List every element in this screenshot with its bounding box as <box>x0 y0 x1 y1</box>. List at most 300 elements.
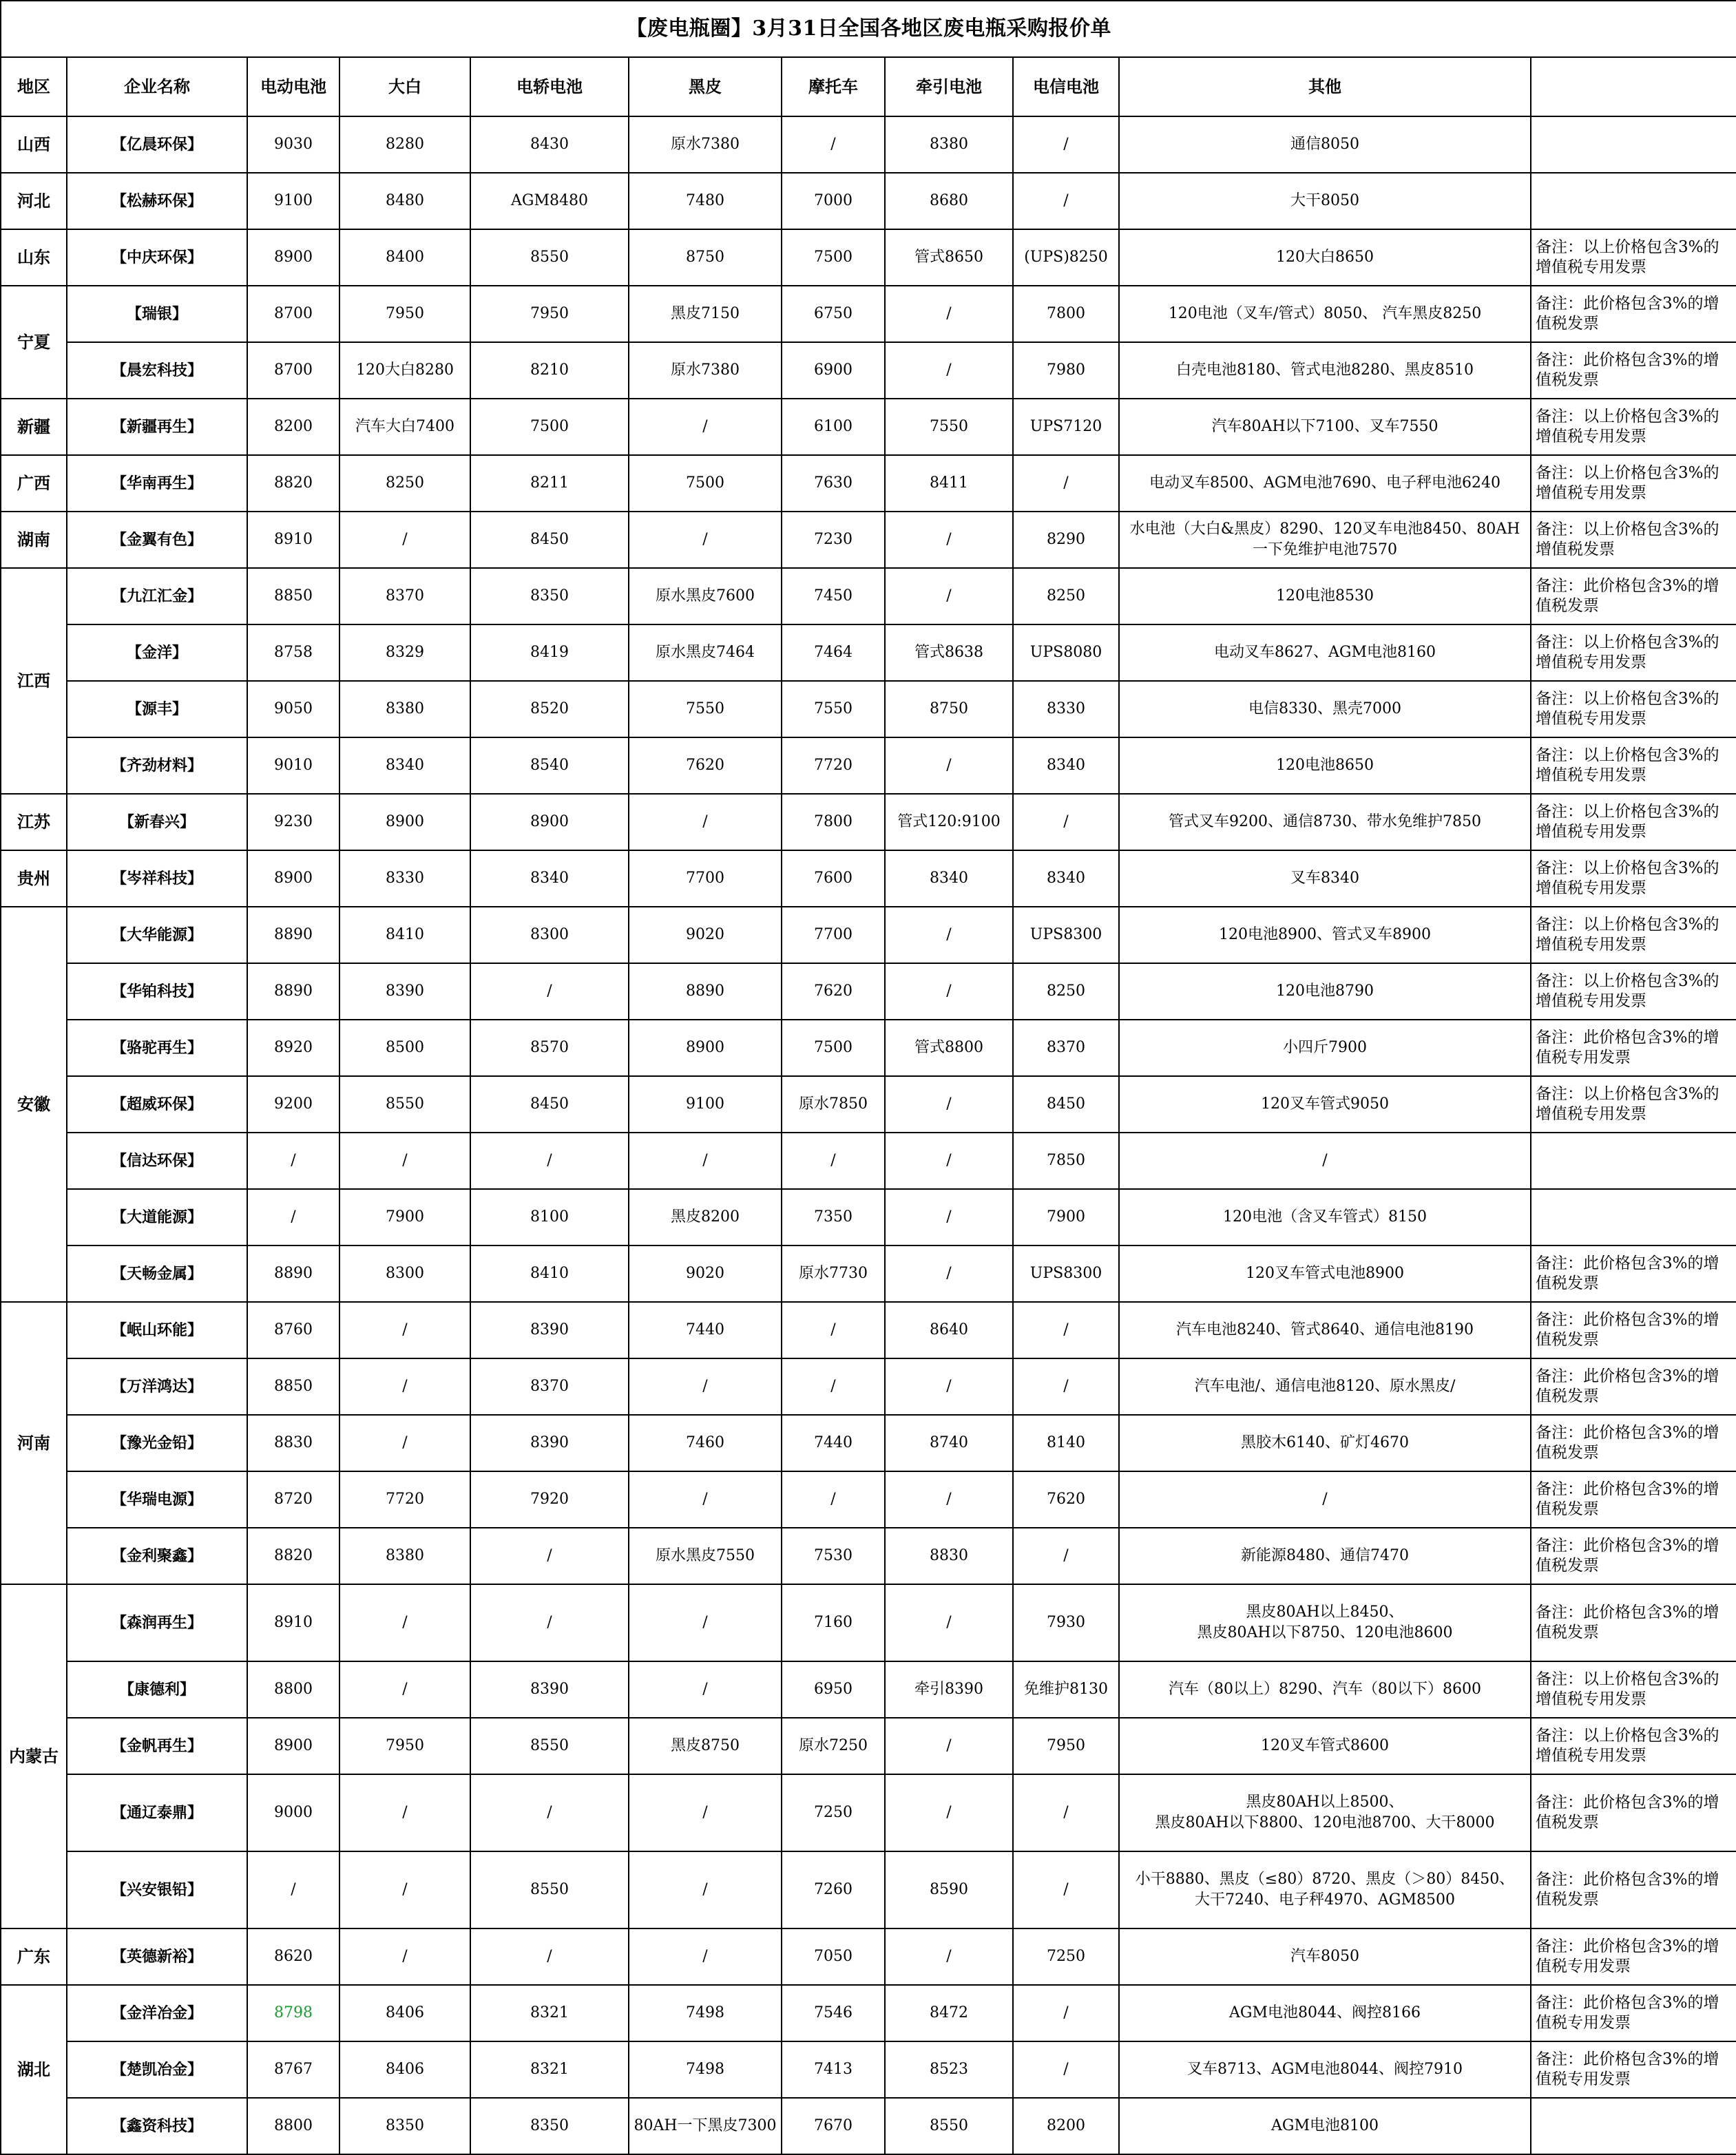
motorcycle-cell: 7700 <box>782 907 885 963</box>
region-cell: 广东 <box>1 1928 67 1985</box>
note-cell: 备注：以上价格包含3%的增值税专用发票 <box>1531 681 1736 737</box>
heipi-cell: 80AH一下黑皮7300 <box>629 2098 782 2154</box>
region-cell: 江苏 <box>1 794 67 850</box>
traction-cell: / <box>885 568 1013 624</box>
company-cell: 【金利聚鑫】 <box>67 1528 247 1584</box>
traction-cell: / <box>885 1245 1013 1302</box>
heipi-cell: 7440 <box>629 1302 782 1358</box>
company-cell: 【豫光金铅】 <box>67 1415 247 1471</box>
note-cell: 备注：此价格包含3%的增值税发票 <box>1531 1358 1736 1415</box>
telecom-cell: 7930 <box>1013 1584 1119 1661</box>
car-battery-cell: 8100 <box>470 1189 629 1245</box>
car-battery-cell: 8390 <box>470 1415 629 1471</box>
traction-cell: 管式8650 <box>885 229 1013 286</box>
car-battery-cell: 8550 <box>470 1718 629 1774</box>
car-battery-cell: 8900 <box>470 794 629 850</box>
car-battery-cell: 8410 <box>470 1245 629 1302</box>
ev-battery-cell: / <box>247 1189 339 1245</box>
note-cell: 备注：此价格包含3%的增值税专用发票 <box>1531 1928 1736 1985</box>
note-cell <box>1531 1189 1736 1245</box>
other-cell: 120电池8530 <box>1119 568 1531 624</box>
traction-cell: 8740 <box>885 1415 1013 1471</box>
car-battery-cell: AGM8480 <box>470 173 629 229</box>
ev-battery-cell: 8820 <box>247 1528 339 1584</box>
table-row <box>1 624 1736 681</box>
company-cell: 【晨宏科技】 <box>67 342 247 399</box>
telecom-cell: 8450 <box>1013 1076 1119 1133</box>
dabai-cell: 7950 <box>339 286 470 342</box>
other-cell: 电信8330、黑壳7000 <box>1119 681 1531 737</box>
dabai-cell: / <box>339 1415 470 1471</box>
region-cell: 新疆 <box>1 399 67 455</box>
heipi-cell: / <box>629 1928 782 1985</box>
motorcycle-cell: 7546 <box>782 1985 885 2041</box>
motorcycle-cell: 6100 <box>782 399 885 455</box>
company-cell: 【康德利】 <box>67 1661 247 1718</box>
other-cell: 小干8880、黑皮（≤80）8720、黑皮（＞80）8450、 大干7240、电子秤4970、AGM8500 <box>1119 1851 1531 1928</box>
motorcycle-cell: 7000 <box>782 173 885 229</box>
car-battery-cell: / <box>470 1928 629 1985</box>
other-cell: 汽车80AH以下7100、叉车7550 <box>1119 399 1531 455</box>
region-cell: 贵州 <box>1 850 67 907</box>
header-motorcycle: 摩托车 <box>782 57 885 116</box>
other-cell: 水电池（大白&黑皮）8290、120叉车电池8450、80AH一下免维护电池7570 <box>1119 512 1531 568</box>
region-cell: 河北 <box>1 173 67 229</box>
heipi-cell: / <box>629 1661 782 1718</box>
telecom-cell: / <box>1013 1528 1119 1584</box>
traction-cell: / <box>885 1584 1013 1661</box>
table-row <box>1 1528 1736 1584</box>
ev-battery-cell: 8800 <box>247 2098 339 2154</box>
heipi-cell: / <box>629 1471 782 1528</box>
region-cell: 安徽 <box>1 907 67 1302</box>
other-cell: 电动叉车8500、AGM电池7690、电子秤电池6240 <box>1119 455 1531 512</box>
region-cell: 江西 <box>1 568 67 794</box>
table-row <box>1 963 1736 1020</box>
telecom-cell: 8290 <box>1013 512 1119 568</box>
header-note <box>1531 57 1736 116</box>
dabai-cell: 8480 <box>339 173 470 229</box>
telecom-cell: UPS7120 <box>1013 399 1119 455</box>
car-battery-cell: 8300 <box>470 907 629 963</box>
car-battery-cell: 8450 <box>470 1076 629 1133</box>
company-cell: 【大道能源】 <box>67 1189 247 1245</box>
company-cell: 【兴安银铅】 <box>67 1851 247 1928</box>
ev-battery-cell: 8200 <box>247 399 339 455</box>
motorcycle-cell: 7630 <box>782 455 885 512</box>
other-cell: 120电池8790 <box>1119 963 1531 1020</box>
car-battery-cell: 8350 <box>470 568 629 624</box>
table-row <box>1 399 1736 455</box>
traction-cell: / <box>885 737 1013 794</box>
heipi-cell: 原水7380 <box>629 342 782 399</box>
dabai-cell: 8380 <box>339 681 470 737</box>
traction-cell: 8750 <box>885 681 1013 737</box>
car-battery-cell: 8340 <box>470 850 629 907</box>
motorcycle-cell: / <box>782 1358 885 1415</box>
heipi-cell: 9100 <box>629 1076 782 1133</box>
traction-cell: 牵引8390 <box>885 1661 1013 1718</box>
other-cell: 120大白8650 <box>1119 229 1531 286</box>
table-row <box>1 681 1736 737</box>
table-row <box>1 1985 1736 2041</box>
header-region: 地区 <box>1 57 67 116</box>
dabai-cell: / <box>339 1774 470 1851</box>
traction-cell: / <box>885 342 1013 399</box>
telecom-cell: 7800 <box>1013 286 1119 342</box>
note-cell <box>1531 1133 1736 1189</box>
telecom-cell: 7980 <box>1013 342 1119 399</box>
telecom-cell: 7250 <box>1013 1928 1119 1985</box>
traction-cell: / <box>885 1471 1013 1528</box>
company-cell: 【鑫资科技】 <box>67 2098 247 2154</box>
motorcycle-cell: 7800 <box>782 794 885 850</box>
other-cell: / <box>1119 1133 1531 1189</box>
traction-cell: / <box>885 1076 1013 1133</box>
note-cell: 备注：以上价格包含3%的增值税专用发票 <box>1531 737 1736 794</box>
ev-battery-cell: 8830 <box>247 1415 339 1471</box>
table-row <box>1 1245 1736 1302</box>
heipi-cell: / <box>629 399 782 455</box>
company-cell: 【岷山环能】 <box>67 1302 247 1358</box>
table-row <box>1 2041 1736 2098</box>
company-cell: 【中庆环保】 <box>67 229 247 286</box>
header-dabai: 大白 <box>339 57 470 116</box>
traction-cell: 管式120:9100 <box>885 794 1013 850</box>
company-cell: 【金翼有色】 <box>67 512 247 568</box>
traction-cell: / <box>885 286 1013 342</box>
table-row <box>1 1584 1736 1661</box>
note-cell: 备注：此价格包含3%的增值税发票 <box>1531 1528 1736 1584</box>
car-battery-cell: / <box>470 1584 629 1661</box>
ev-battery-cell: 9050 <box>247 681 339 737</box>
ev-battery-cell: 8900 <box>247 850 339 907</box>
car-battery-cell: 7950 <box>470 286 629 342</box>
traction-cell: / <box>885 1928 1013 1985</box>
motorcycle-cell: 7350 <box>782 1189 885 1245</box>
dabai-cell: 汽车大白7400 <box>339 399 470 455</box>
traction-cell: 管式8638 <box>885 624 1013 681</box>
telecom-cell: / <box>1013 2041 1119 2098</box>
heipi-cell: 黑皮8200 <box>629 1189 782 1245</box>
dabai-cell: 7900 <box>339 1189 470 1245</box>
other-cell: AGM电池8100 <box>1119 2098 1531 2154</box>
ev-battery-cell: 8910 <box>247 512 339 568</box>
telecom-cell: UPS8300 <box>1013 907 1119 963</box>
note-cell <box>1531 173 1736 229</box>
ev-battery-cell: 8890 <box>247 963 339 1020</box>
other-cell: 黑皮80AH以上8450、 黑皮80AH以下8750、120电池8600 <box>1119 1584 1531 1661</box>
company-cell: 【松赫环保】 <box>67 173 247 229</box>
dabai-cell: / <box>339 1358 470 1415</box>
traction-cell: / <box>885 963 1013 1020</box>
other-cell: 新能源8480、通信7470 <box>1119 1528 1531 1584</box>
car-battery-cell: 8430 <box>470 116 629 173</box>
heipi-cell: 黑皮7150 <box>629 286 782 342</box>
region-cell: 广西 <box>1 455 67 512</box>
motorcycle-cell: 7160 <box>782 1584 885 1661</box>
note-cell: 备注：此价格包含3%的增值税发票 <box>1531 342 1736 399</box>
motorcycle-cell: 6750 <box>782 286 885 342</box>
traction-cell: 7550 <box>885 399 1013 455</box>
motorcycle-cell: 7530 <box>782 1528 885 1584</box>
header-traction: 牵引电池 <box>885 57 1013 116</box>
motorcycle-cell: 7464 <box>782 624 885 681</box>
telecom-cell: / <box>1013 116 1119 173</box>
car-battery-cell: 8321 <box>470 1985 629 2041</box>
region-cell: 宁夏 <box>1 286 67 399</box>
telecom-cell: 8200 <box>1013 2098 1119 2154</box>
heipi-cell: 黑皮8750 <box>629 1718 782 1774</box>
motorcycle-cell: 7230 <box>782 512 885 568</box>
table-row <box>1 286 1736 342</box>
table-row <box>1 794 1736 850</box>
company-cell: 【九江汇金】 <box>67 568 247 624</box>
note-cell: 备注：此价格包含3%的增值税专用发票 <box>1531 1020 1736 1076</box>
heipi-cell: / <box>629 1133 782 1189</box>
car-battery-cell: 8450 <box>470 512 629 568</box>
table-row <box>1 1020 1736 1076</box>
table-row <box>1 116 1736 173</box>
motorcycle-cell: 6900 <box>782 342 885 399</box>
heipi-cell: 8900 <box>629 1020 782 1076</box>
telecom-cell: 8340 <box>1013 737 1119 794</box>
motorcycle-cell: 原水7730 <box>782 1245 885 1302</box>
header-heipi: 黑皮 <box>629 57 782 116</box>
dabai-cell: 8300 <box>339 1245 470 1302</box>
motorcycle-cell: / <box>782 1302 885 1358</box>
heipi-cell: 7550 <box>629 681 782 737</box>
company-cell: 【亿晨环保】 <box>67 116 247 173</box>
other-cell: 120叉车管式9050 <box>1119 1076 1531 1133</box>
car-battery-cell: 8350 <box>470 2098 629 2154</box>
motorcycle-cell: 6950 <box>782 1661 885 1718</box>
telecom-cell: 8370 <box>1013 1020 1119 1076</box>
traction-cell: 8472 <box>885 1985 1013 2041</box>
telecom-cell: 8140 <box>1013 1415 1119 1471</box>
dabai-cell: 8350 <box>339 2098 470 2154</box>
table-row <box>1 173 1736 229</box>
motorcycle-cell: 7250 <box>782 1774 885 1851</box>
dabai-cell: 8280 <box>339 116 470 173</box>
telecom-cell: / <box>1013 173 1119 229</box>
dabai-cell: 8329 <box>339 624 470 681</box>
traction-cell: 8590 <box>885 1851 1013 1928</box>
other-cell: 小四斤7900 <box>1119 1020 1531 1076</box>
traction-cell: 8380 <box>885 116 1013 173</box>
note-cell: 备注：以上价格包含3%的增值税发票 <box>1531 512 1736 568</box>
note-cell: 备注：以上价格包含3%的增值税专用发票 <box>1531 794 1736 850</box>
car-battery-cell: / <box>470 1774 629 1851</box>
header-ev-battery: 电动电池 <box>247 57 339 116</box>
car-battery-cell: 8211 <box>470 455 629 512</box>
telecom-cell: UPS8300 <box>1013 1245 1119 1302</box>
motorcycle-cell: 7450 <box>782 568 885 624</box>
telecom-cell: 8330 <box>1013 681 1119 737</box>
heipi-cell: / <box>629 794 782 850</box>
company-cell: 【齐劲材料】 <box>67 737 247 794</box>
note-cell: 备注：以上价格包含3%的增值税专用发票 <box>1531 1718 1736 1774</box>
page-title: 【废电瓶圈】3月31日全国各地区废电瓶采购报价单 <box>1 1 1736 57</box>
heipi-cell: 8890 <box>629 963 782 1020</box>
ev-battery-cell: 9010 <box>247 737 339 794</box>
traction-cell: 8550 <box>885 2098 1013 2154</box>
dabai-cell: 8400 <box>339 229 470 286</box>
company-cell: 【万洋鸿达】 <box>67 1358 247 1415</box>
traction-cell: 8340 <box>885 850 1013 907</box>
company-cell: 【信达环保】 <box>67 1133 247 1189</box>
table-row <box>1 737 1736 794</box>
motorcycle-cell: 7500 <box>782 1020 885 1076</box>
ev-battery-cell: 8890 <box>247 907 339 963</box>
region-cell: 湖南 <box>1 512 67 568</box>
telecom-cell: 8340 <box>1013 850 1119 907</box>
dabai-cell: 8370 <box>339 568 470 624</box>
dabai-cell: / <box>339 1302 470 1358</box>
table-row <box>1 1189 1736 1245</box>
company-cell: 【骆驼再生】 <box>67 1020 247 1076</box>
heipi-cell: 原水黑皮7550 <box>629 1528 782 1584</box>
heipi-cell: 7460 <box>629 1415 782 1471</box>
other-cell: 黑胶木6140、矿灯4670 <box>1119 1415 1531 1471</box>
motorcycle-cell: 7620 <box>782 963 885 1020</box>
heipi-cell: 9020 <box>629 1245 782 1302</box>
other-cell: 120叉车管式电池8900 <box>1119 1245 1531 1302</box>
note-cell: 备注：此价格包含3%的增值税专用发票 <box>1531 1985 1736 2041</box>
note-cell: 备注：以上价格包含3%的增值税专用发票 <box>1531 1661 1736 1718</box>
heipi-cell: / <box>629 1774 782 1851</box>
telecom-cell: 免维护8130 <box>1013 1661 1119 1718</box>
telecom-cell: / <box>1013 794 1119 850</box>
motorcycle-cell: 7440 <box>782 1415 885 1471</box>
ev-battery-cell: / <box>247 1851 339 1928</box>
car-battery-cell: 8570 <box>470 1020 629 1076</box>
note-cell: 备注：此价格包含3%的增值税发票 <box>1531 1774 1736 1851</box>
dabai-cell: / <box>339 1928 470 1985</box>
traction-cell: 8411 <box>885 455 1013 512</box>
other-cell: 120电池（含叉车管式）8150 <box>1119 1189 1531 1245</box>
company-cell: 【华铂科技】 <box>67 963 247 1020</box>
ev-battery-cell: 8900 <box>247 1718 339 1774</box>
other-cell: 电动叉车8627、AGM电池8160 <box>1119 624 1531 681</box>
table-row <box>1 907 1736 963</box>
note-cell <box>1531 116 1736 173</box>
region-cell: 内蒙古 <box>1 1584 67 1928</box>
motorcycle-cell: 原水7250 <box>782 1718 885 1774</box>
other-cell: 汽车电池/、通信电池8120、原水黑皮/ <box>1119 1358 1531 1415</box>
motorcycle-cell: 7260 <box>782 1851 885 1928</box>
ev-battery-cell: 8767 <box>247 2041 339 2098</box>
dabai-cell: 8250 <box>339 455 470 512</box>
ev-battery-cell: 9030 <box>247 116 339 173</box>
table-body <box>1 116 1736 2154</box>
car-battery-cell: 8550 <box>470 229 629 286</box>
traction-cell: / <box>885 1718 1013 1774</box>
note-cell: 备注：以上价格包含3%的增值税专用发票 <box>1531 624 1736 681</box>
company-cell: 【岑祥科技】 <box>67 850 247 907</box>
company-cell: 【华瑞电源】 <box>67 1471 247 1528</box>
note-cell: 备注：以上价格包含3%的增值税专用发票 <box>1531 229 1736 286</box>
other-cell: 白壳电池8180、管式电池8280、黑皮8510 <box>1119 342 1531 399</box>
ev-battery-cell: / <box>247 1133 339 1189</box>
note-cell: 备注：此价格包含3%的增值税发票 <box>1531 568 1736 624</box>
other-cell: 120叉车管式8600 <box>1119 1718 1531 1774</box>
traction-cell: 8680 <box>885 173 1013 229</box>
ev-battery-cell: 9100 <box>247 173 339 229</box>
table-row <box>1 1661 1736 1718</box>
heipi-cell: 7620 <box>629 737 782 794</box>
telecom-cell: (UPS)8250 <box>1013 229 1119 286</box>
dabai-cell: / <box>339 1661 470 1718</box>
ev-battery-cell: 8758 <box>247 624 339 681</box>
note-cell: 备注：此价格包含3%的增值税发票 <box>1531 1584 1736 1661</box>
table-row <box>1 1358 1736 1415</box>
dabai-cell: 8380 <box>339 1528 470 1584</box>
telecom-cell: 7950 <box>1013 1718 1119 1774</box>
company-cell: 【金洋】 <box>67 624 247 681</box>
other-cell: 120电池8900、管式叉车8900 <box>1119 907 1531 963</box>
header-telecom: 电信电池 <box>1013 57 1119 116</box>
telecom-cell: / <box>1013 1358 1119 1415</box>
car-battery-cell: 8540 <box>470 737 629 794</box>
note-cell <box>1531 2098 1736 2154</box>
other-cell: 120电池8650 <box>1119 737 1531 794</box>
note-cell: 备注：以上价格包含3%的增值税专用发票 <box>1531 907 1736 963</box>
table-row <box>1 1302 1736 1358</box>
car-battery-cell: 8210 <box>470 342 629 399</box>
motorcycle-cell: 7670 <box>782 2098 885 2154</box>
company-cell: 【楚凯冶金】 <box>67 2041 247 2098</box>
other-cell: 汽车（80以上）8290、汽车（80以下）8600 <box>1119 1661 1531 1718</box>
company-cell: 【森润再生】 <box>67 1584 247 1661</box>
traction-cell: / <box>885 1189 1013 1245</box>
motorcycle-cell: 原水7850 <box>782 1076 885 1133</box>
company-cell: 【新春兴】 <box>67 794 247 850</box>
company-cell: 【大华能源】 <box>67 907 247 963</box>
heipi-cell: / <box>629 1584 782 1661</box>
heipi-cell: 7498 <box>629 1985 782 2041</box>
note-cell: 备注：此价格包含3%的增值税专用发票 <box>1531 2041 1736 2098</box>
dabai-cell: 8390 <box>339 963 470 1020</box>
heipi-cell: 原水黑皮7600 <box>629 568 782 624</box>
motorcycle-cell: 7550 <box>782 681 885 737</box>
dabai-cell: / <box>339 512 470 568</box>
car-battery-cell: 7920 <box>470 1471 629 1528</box>
dabai-cell: 7720 <box>339 1471 470 1528</box>
ev-battery-cell: 9200 <box>247 1076 339 1133</box>
heipi-cell: / <box>629 512 782 568</box>
company-cell: 【天畅金属】 <box>67 1245 247 1302</box>
note-cell: 备注：此价格包含3%的增值税发票 <box>1531 1245 1736 1302</box>
ev-battery-cell: 8920 <box>247 1020 339 1076</box>
telecom-cell: / <box>1013 1302 1119 1358</box>
telecom-cell: 7900 <box>1013 1189 1119 1245</box>
heipi-cell: 7480 <box>629 173 782 229</box>
header-other: 其他 <box>1119 57 1531 116</box>
other-cell: 叉车8340 <box>1119 850 1531 907</box>
region-cell: 湖北 <box>1 1985 67 2154</box>
header-car-battery: 电轿电池 <box>470 57 629 116</box>
motorcycle-cell: 7050 <box>782 1928 885 1985</box>
ev-battery-cell: 8620 <box>247 1928 339 1985</box>
company-cell: 【英德新裕】 <box>67 1928 247 1985</box>
motorcycle-cell: 7413 <box>782 2041 885 2098</box>
ev-battery-cell: 8800 <box>247 1661 339 1718</box>
note-cell: 备注：以上价格包含3%的增值税专用发票 <box>1531 963 1736 1020</box>
traction-cell: / <box>885 1133 1013 1189</box>
motorcycle-cell: / <box>782 116 885 173</box>
car-battery-cell: 8520 <box>470 681 629 737</box>
